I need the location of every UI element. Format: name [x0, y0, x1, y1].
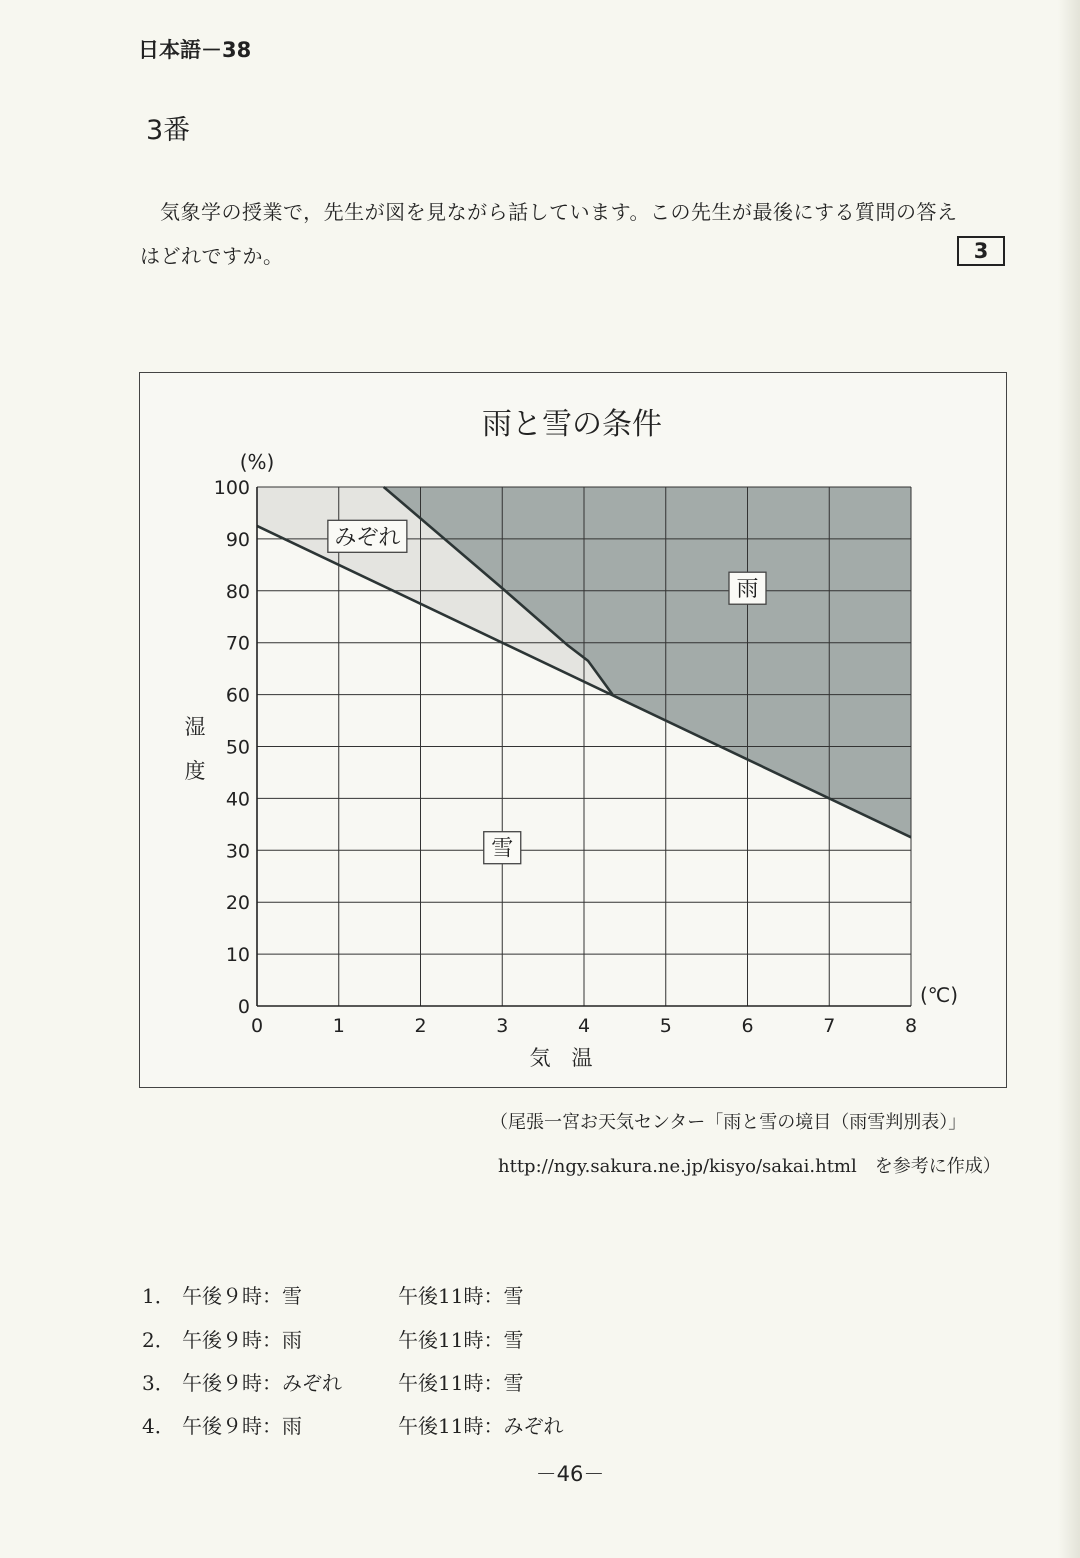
- option-1-number: 1．: [142, 1284, 175, 1308]
- x-tick-label-1: 1: [332, 1015, 345, 1037]
- y-tick-label-0: 0: [237, 996, 250, 1018]
- x-tick-label-2: 2: [414, 1015, 427, 1037]
- source-line-2: http://ngy.sakura.ne.jp/kisyo/sakai.html を参考に作成）: [498, 1156, 1001, 1177]
- option-2: [142, 1324, 523, 1353]
- option-3: [142, 1367, 523, 1396]
- option-4-9pm: 午後９時：雨: [182, 1414, 302, 1438]
- option-4-number: 4．: [142, 1414, 175, 1438]
- x-axis-label: 気 温: [529, 1046, 593, 1070]
- option-1-9pm: 午後９時：雪: [182, 1284, 302, 1308]
- chart-title: 雨と雪の条件: [482, 407, 662, 442]
- answer-number-box: 3: [957, 236, 1005, 266]
- page-edge-shadow: [1058, 0, 1080, 1558]
- y-tick-label-7: 70: [225, 632, 250, 655]
- option-3-11pm: 午後11時：雪: [398, 1371, 524, 1395]
- option-2-11pm: 午後11時：雪: [398, 1328, 524, 1352]
- y-tick-label-5: 50: [225, 736, 250, 759]
- x-unit-label: (℃): [919, 983, 959, 1007]
- x-tick-label-7: 7: [823, 1015, 836, 1037]
- y-tick-label-8: 80: [225, 580, 250, 603]
- y-tick-label-4: 40: [225, 788, 250, 811]
- y-tick-label-2: 20: [225, 892, 250, 915]
- option-3-9pm: 午後９時：みぞれ: [182, 1371, 342, 1395]
- option-4: [142, 1410, 563, 1439]
- question-text-line-2: はどれですか。: [140, 244, 284, 268]
- source-line-1: （尾張一宮お天気センター「雨と雪の境目（雨雪判別表）」: [490, 1112, 967, 1133]
- x-tick-label-5: 5: [659, 1015, 672, 1037]
- option-4-11pm: 午後11時：みぞれ: [398, 1414, 564, 1438]
- x-tick-label-3: 3: [496, 1015, 509, 1037]
- y-tick-label-9: 90: [225, 528, 250, 551]
- y-tick-label-10: 100: [213, 477, 250, 499]
- x-tick-label-4: 4: [577, 1015, 591, 1037]
- x-tick-label-6: 6: [741, 1015, 754, 1037]
- option-3-number: 3．: [142, 1371, 175, 1395]
- y-tick-label-3: 30: [225, 840, 250, 863]
- page-number: －46－: [535, 1462, 605, 1486]
- region-label-0: みぞれ: [334, 525, 401, 551]
- y-tick-label-6: 60: [225, 684, 250, 707]
- region-label-1: 雨: [736, 577, 759, 603]
- region-label-2: 雪: [491, 836, 514, 862]
- exam-header: 日本語－38: [138, 38, 252, 62]
- option-1: [142, 1280, 523, 1309]
- question-number: 3番: [146, 115, 191, 146]
- y-axis-label-char-0: 湿: [184, 715, 206, 739]
- y-axis-label-char-1: 度: [184, 759, 206, 783]
- option-1-11pm: 午後11時：雪: [398, 1284, 524, 1308]
- option-2-9pm: 午後９時：雨: [182, 1328, 302, 1352]
- x-tick-label-0: 0: [250, 1015, 264, 1037]
- option-2-number: 2．: [142, 1328, 175, 1352]
- y-unit-label: (%): [239, 450, 275, 474]
- rain-snow-chart: [139, 372, 1007, 1088]
- y-tick-label-1: 10: [225, 944, 250, 967]
- x-tick-label-8: 8: [904, 1015, 918, 1037]
- question-text-line-1: 気象学の授業で，先生が図を見ながら話しています。この先生が最後にする質問の答え: [160, 200, 958, 224]
